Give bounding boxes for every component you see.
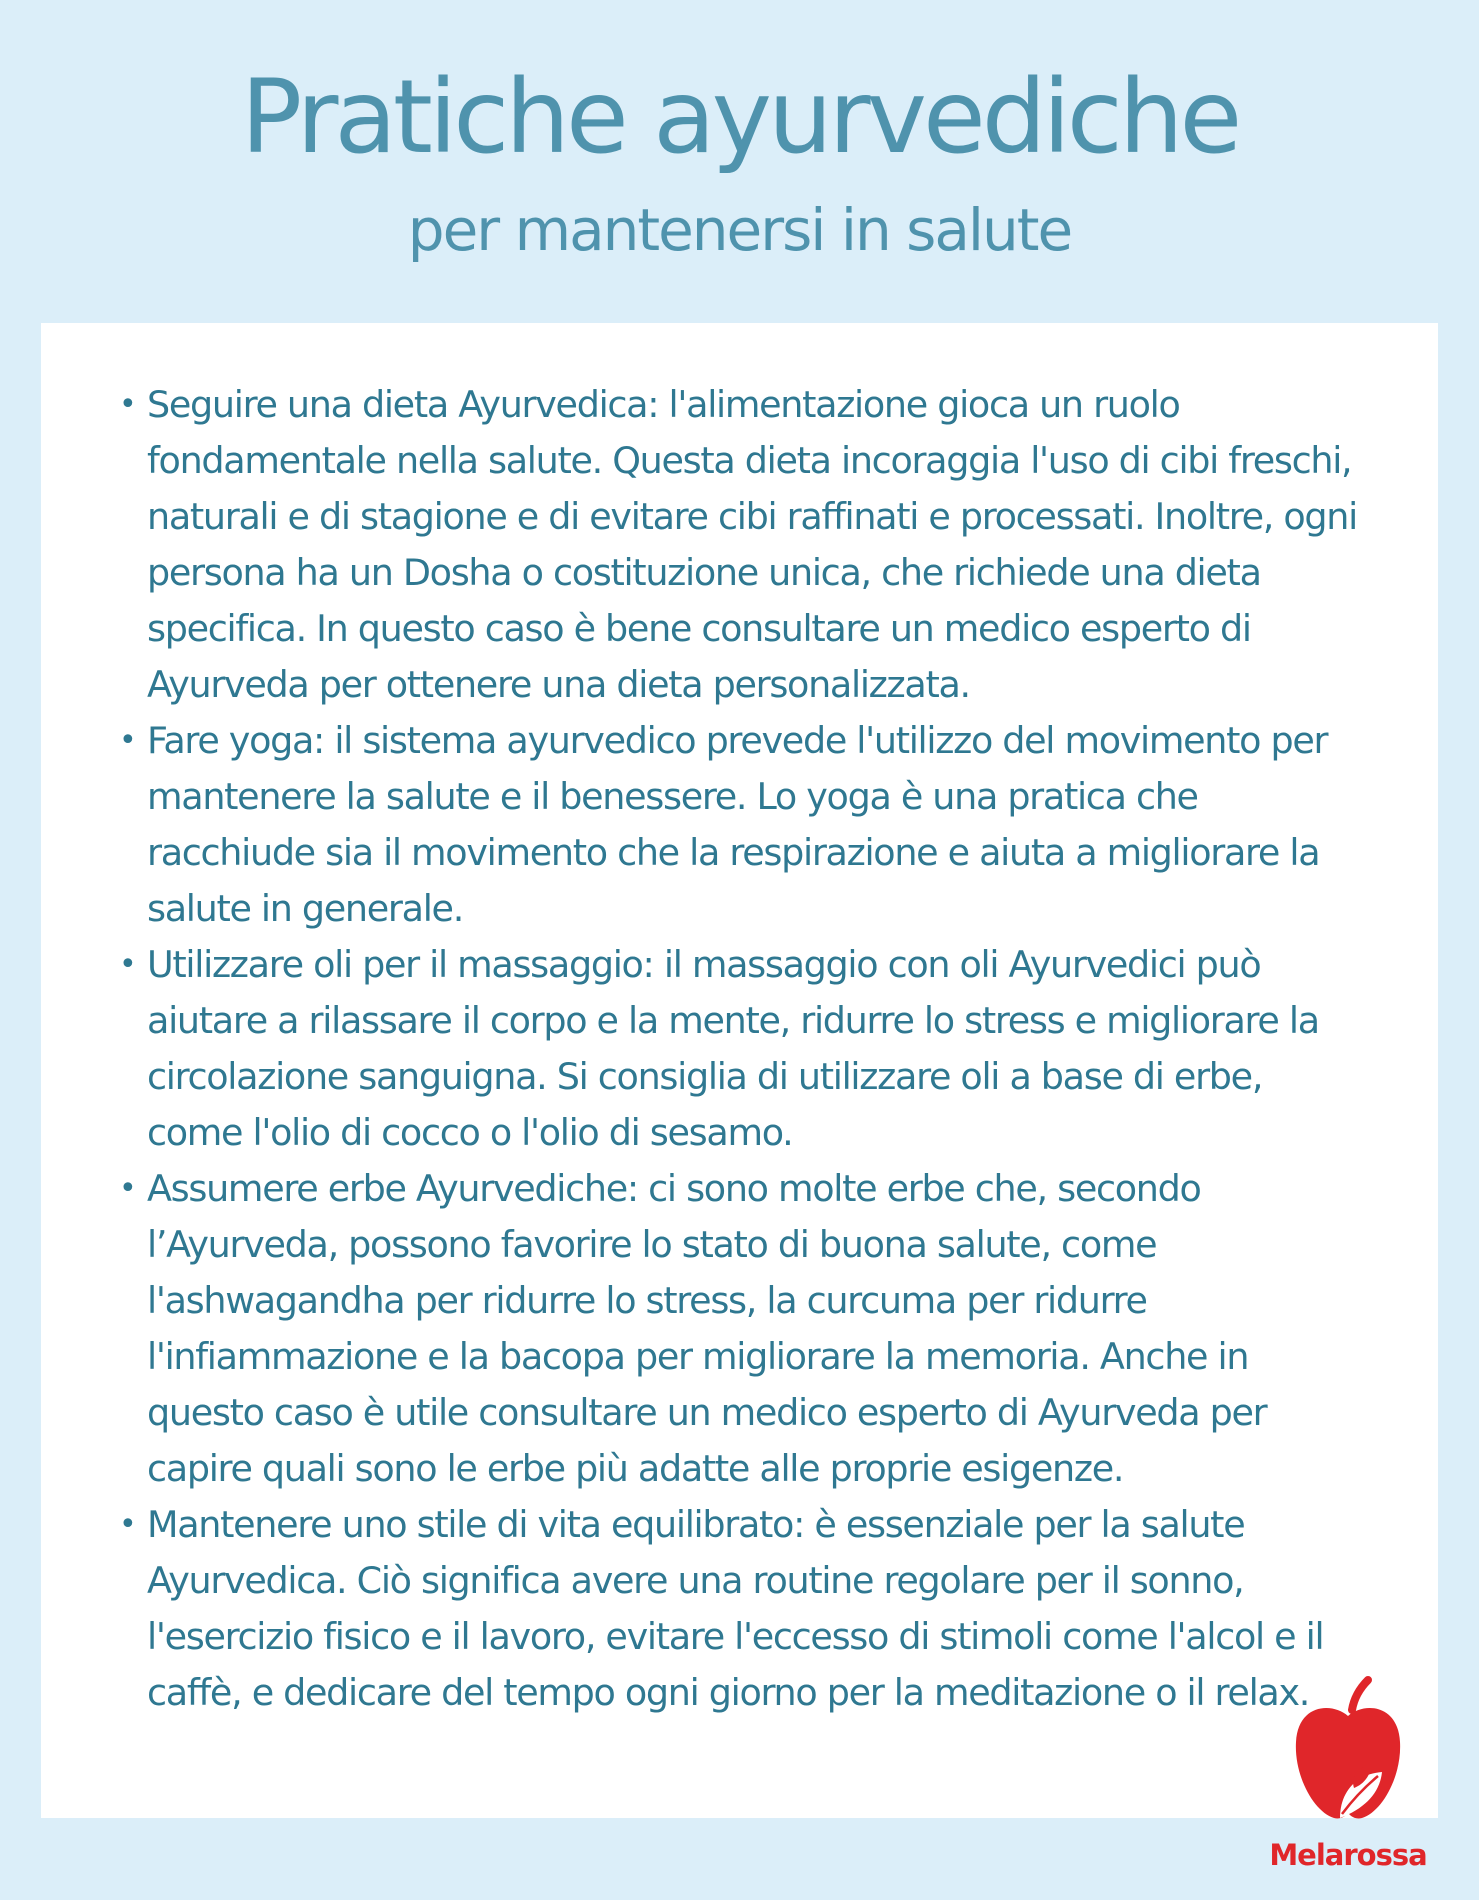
list-item-text: Fare yoga: il sistema ayurvedico prevede l'utilizzo del movimento per mantenere la salute e il benessere. Lo yoga è una pratica che racchiude sia il movimento che la respirazione e aiuta a migliorare la salute in generale. xyxy=(147,719,1328,930)
page-title: Pratiche ayurvediche xyxy=(240,58,1239,177)
page-subtitle: per mantenersi in salute xyxy=(407,196,1072,264)
melarossa-logo xyxy=(1258,1676,1438,1876)
list-item-text: Assumere erbe Ayurvediche: ci sono molte erbe che, secondo l’Ayurveda, possono favorire lo stato di buona salute, come l'ashwagandha per ridurre lo stress, la curcuma per ridurre l'infiammazione e la bacopa per migliorare la memoria. Anche in questo caso è utile consultare un medico esperto di Ayurveda per capire quali sono le erbe più adatte alle proprie esigenze. xyxy=(147,1167,1267,1490)
apple-icon xyxy=(1290,1676,1406,1836)
bullet-icon: • xyxy=(119,1171,136,1206)
header xyxy=(0,0,1479,323)
list-item xyxy=(41,1161,1438,1497)
bullet-icon: • xyxy=(119,1507,136,1542)
brand-name: Melarossa xyxy=(1269,1838,1427,1872)
list-item xyxy=(41,377,1438,713)
list-item xyxy=(41,713,1438,937)
bullet-icon: • xyxy=(119,947,136,982)
bullet-icon: • xyxy=(119,387,136,422)
list-item-text: Mantenere uno stile di vita equilibrato: è essenziale per la salute Ayurvedica. Ciò significa avere una routine regolare per il sonno, l'esercizio fisico e il lavoro, evitare l'eccesso di stimoli come l'alcol e il caffè, e dedicare del tempo ogni giorno per la meditazione o il relax. xyxy=(147,1503,1324,1714)
list-item xyxy=(41,937,1438,1161)
list-item xyxy=(41,1497,1438,1721)
content-card xyxy=(41,323,1438,1818)
list-item-text: Utilizzare oli per il massaggio: il massaggio con oli Ayurvedici può aiutare a rilassare il corpo e la mente, ridurre lo stress e migliorare la circolazione sanguigna. Si consiglia di utilizzare oli a base di erbe, come l'olio di cocco o l'olio di sesamo. xyxy=(147,943,1319,1154)
bullet-icon: • xyxy=(119,723,136,758)
list-item-text: Seguire una dieta Ayurvedica: l'alimentazione gioca un ruolo fondamentale nella salute. Questa dieta incoraggia l'uso di cibi freschi, naturali e di stagione e di evitare cibi raffinati e processati. Inoltre, ogni persona ha un Dosha o costituzione unica, che richiede una dieta specifica. In questo caso è bene consultare un medico esperto di Ayurveda per ottenere una dieta personalizzata. xyxy=(147,383,1357,706)
practices-list xyxy=(41,377,1438,1721)
